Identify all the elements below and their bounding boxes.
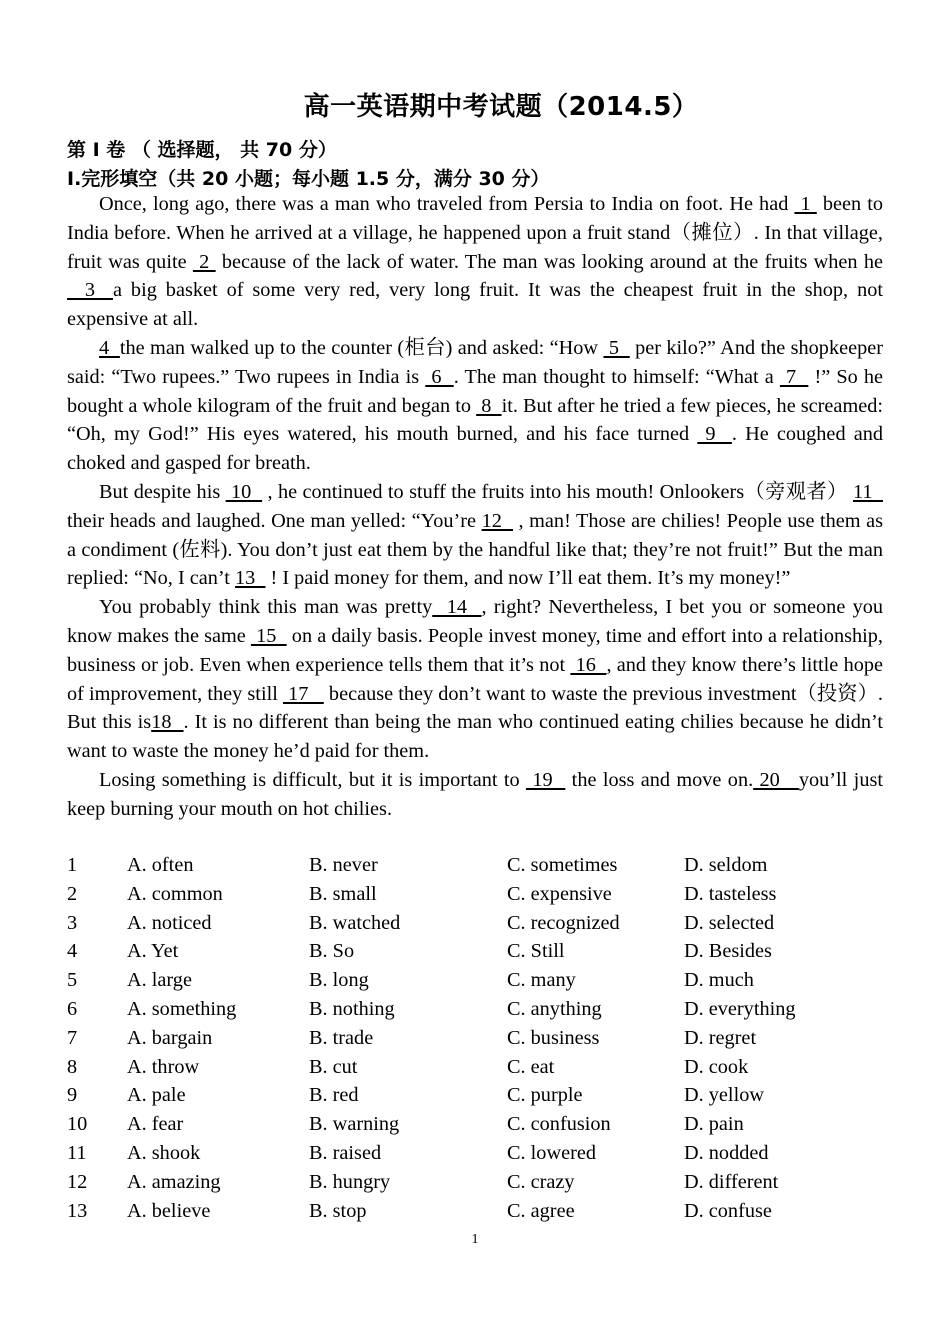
question-number: 7 [67, 1026, 78, 1049]
option-d: D. nodded [684, 1141, 769, 1164]
text: it. But after he tried a few pieces, he screamed: “Oh, my God!” His eyes watered, his mouth burned, and his face turned [67, 394, 883, 446]
text: ! I paid money for them, and now I’ll eat them. It’s my money!” [265, 567, 791, 590]
blank-5: 5 [603, 336, 630, 359]
text: per kilo?” And the shopkeeper said: “Two rupees.” Two rupees in India is [67, 336, 883, 388]
option-d: D. tasteless [684, 882, 777, 905]
text: a big basket of some very red, very long fruit. It was the cheapest fruit in the shop, not expensive at all. [67, 279, 883, 331]
text: you’ll just keep burning your mouth on hot chilies. [67, 768, 883, 820]
option-d: D. seldom [684, 854, 768, 876]
text: on a daily basis. People invest money, time and effort into a relationship, business or job. Even when experience tells them that it’s not [67, 624, 883, 676]
text: Once, long ago, there was a man who traveled from Persia to India on foot. He had [99, 193, 795, 215]
option-c: C. Still [507, 940, 565, 963]
option-d: D. regret [684, 1026, 757, 1049]
page-number: 1 [471, 1232, 479, 1247]
text: You probably think this man was pretty [99, 596, 433, 619]
option-d: D. Besides [684, 940, 772, 963]
section-heading: 第 I 卷 （ 选择题， 共 70 分） [67, 139, 337, 161]
blank-18: 18 [151, 711, 184, 734]
question-number: 4 [67, 940, 78, 963]
text: , man! Those are chilies! People use them as a condiment (佐料). You don’t just eat them by the handful like that; they’re not fruit!” But the man replied: “No, I can’t [67, 509, 883, 590]
question-number: 11 [67, 1141, 87, 1164]
option-a: A. amazing [127, 1170, 221, 1193]
blank-16: 16 [570, 653, 607, 676]
option-row [67, 1024, 883, 1053]
option-b: B. watched [309, 911, 401, 934]
blank-1: 1 [794, 193, 817, 215]
blank-4: 4 [99, 336, 120, 359]
blank-2: 2 [192, 250, 216, 273]
option-row [67, 880, 883, 909]
part-heading: I.完形填空（共 20 小题；每小题 1.5 分，满分 30 分） [67, 168, 550, 190]
option-c: C. anything [507, 997, 602, 1020]
option-row [67, 937, 883, 966]
cloze-passage [67, 190, 883, 824]
blank-8: 8 [476, 394, 502, 417]
paragraph-4 [67, 593, 883, 766]
text: , he continued to stuff the fruits into his mouth! Onlookers（旁观者） [262, 480, 853, 503]
option-row [67, 1139, 883, 1168]
option-b: B. So [309, 940, 355, 963]
blank-13: 13 [235, 567, 266, 590]
blank-20: 20 [753, 768, 799, 791]
option-a: A. believe [127, 1199, 211, 1222]
option-a: A. bargain [127, 1026, 213, 1049]
text: the man walked up to the counter (柜台) and asked: “How [119, 336, 604, 359]
text: Losing something is difficult, but it is important to [99, 768, 526, 791]
question-number: 1 [67, 854, 78, 876]
option-d: D. yellow [684, 1084, 764, 1107]
option-b: B. raised [309, 1141, 382, 1164]
option-c: C. expensive [507, 882, 612, 905]
option-row [67, 1168, 883, 1197]
text: their heads and laughed. One man yelled: “You’re [67, 509, 482, 532]
question-number: 8 [67, 1055, 78, 1078]
text: . He coughed and choked and gasped for breath. [67, 423, 884, 475]
blank-7: 7 [779, 365, 809, 388]
question-number: 2 [67, 882, 78, 905]
blank-6: 6 [425, 365, 454, 388]
option-row [67, 909, 883, 938]
option-a: A. throw [127, 1055, 200, 1078]
option-b: B. red [309, 1084, 359, 1107]
exam-title: 高一英语期中考试题（2014.5） [303, 92, 699, 122]
text: because they don’t want to waste the previous investment（投资）. But this is [67, 682, 884, 734]
blank-15: 15 [250, 624, 287, 647]
option-b: B. long [309, 969, 369, 992]
option-a: A. something [127, 997, 237, 1020]
option-row [67, 1197, 883, 1226]
option-row [67, 995, 883, 1024]
option-c: C. many [507, 969, 576, 992]
option-c: C. lowered [507, 1141, 596, 1164]
option-row [67, 966, 883, 995]
option-a: A. often [127, 854, 194, 876]
text: . The man thought to himself: “What a [453, 365, 780, 388]
question-number: 10 [67, 1113, 88, 1136]
option-a: A. common [127, 882, 223, 905]
question-number: 12 [67, 1170, 88, 1193]
option-a: A. pale [127, 1084, 186, 1107]
text: been to India before. When he arrived at a village, he happened upon a fruit stand（摊位）. In that village, fruit was quite [67, 193, 884, 273]
blank-14: 14 [432, 596, 482, 619]
blank-3: 3 [67, 279, 113, 302]
option-b: B. trade [309, 1026, 374, 1049]
option-b: B. warning [309, 1113, 400, 1136]
option-c: C. crazy [507, 1170, 575, 1193]
option-a: A. shook [127, 1141, 201, 1164]
option-d: D. confuse [684, 1199, 772, 1222]
blank-17: 17 [282, 682, 324, 705]
paragraph-5 [67, 766, 883, 824]
option-b: B. stop [309, 1199, 367, 1222]
option-b: B. small [309, 882, 377, 905]
text: . It is no different than being the man who continued eating chilies because he didn’t want to waste the money he’d paid for them. [67, 711, 884, 763]
question-number: 3 [67, 911, 78, 934]
option-row [67, 851, 883, 880]
question-number: 13 [67, 1199, 88, 1222]
option-c: C. business [507, 1026, 600, 1049]
option-c: C. agree [507, 1199, 575, 1222]
option-c: C. confusion [507, 1113, 611, 1136]
option-d: D. pain [684, 1113, 744, 1136]
answer-options [67, 851, 883, 1225]
option-b: B. hungry [309, 1170, 391, 1193]
question-number: 9 [67, 1084, 78, 1107]
option-a: A. fear [127, 1113, 184, 1136]
option-c: C. recognized [507, 911, 620, 934]
blank-9: 9 [697, 423, 732, 446]
option-row [67, 1110, 883, 1139]
text: the loss and move on. [565, 768, 754, 791]
question-number: 5 [67, 969, 78, 992]
option-a: A. Yet [127, 940, 179, 963]
paragraph-2 [67, 334, 883, 478]
option-row [67, 1081, 883, 1110]
text: !” So he bought a whole kilogram of the fruit and began to [67, 365, 883, 417]
option-a: A. noticed [127, 911, 212, 934]
option-row [67, 1053, 883, 1082]
text: , and they know there’s little hope of improvement, they still [67, 653, 883, 705]
option-d: D. much [684, 969, 754, 992]
paragraph-3 [67, 478, 883, 593]
option-d: D. selected [684, 911, 775, 934]
blank-12: 12 [481, 509, 513, 532]
option-d: D. everything [684, 997, 796, 1020]
option-b: B. cut [309, 1055, 358, 1078]
blank-10: 10 [225, 480, 263, 503]
question-number: 6 [67, 997, 78, 1020]
option-b: B. never [309, 854, 378, 876]
blank-11: 11 [852, 480, 883, 503]
text: because of the lack of water. The man was looking around at the fruits when he [215, 250, 883, 273]
option-c: C. sometimes [507, 854, 618, 876]
text: , right? Nevertheless, I bet you or someone you know makes the same [67, 596, 883, 647]
option-d: D. cook [684, 1055, 749, 1078]
paragraph-1 [67, 190, 883, 334]
option-d: D. different [684, 1170, 779, 1193]
text: But despite his [99, 480, 226, 503]
blank-19: 19 [525, 768, 566, 791]
option-c: C. purple [507, 1084, 583, 1107]
option-c: C. eat [507, 1055, 555, 1078]
option-b: B. nothing [309, 997, 395, 1020]
option-a: A. large [127, 969, 192, 992]
